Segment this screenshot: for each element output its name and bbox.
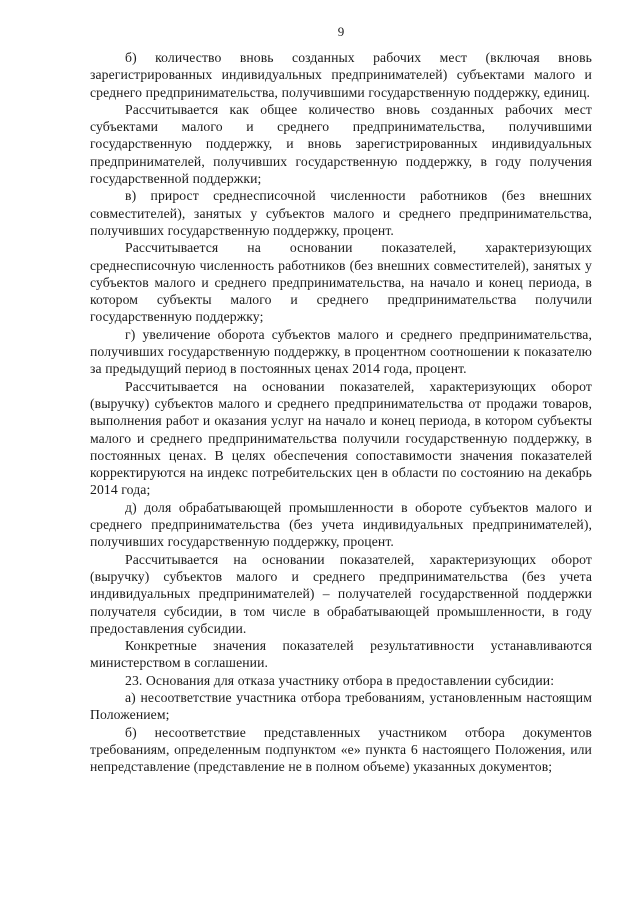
paragraph-g-turnover-increase: г) увеличение оборота субъектов малого и среднего предпринимательства, получивших государственную поддержку, в процентном соотношении к показателю за предыдущий период в постоянных ценах 2014 года, процент. <box>90 326 592 377</box>
paragraph-v-calculation: Рассчитывается на основании показателей, характеризующих среднесписочную численность работников (без внешних совместителей), занятых у субъектов малого и среднего предпринимательства, на начало и конец периода, в котором субъекты малого и среднего предпринимательства получили государственную поддержку; <box>90 240 592 325</box>
paragraph-23-b: б) несоответствие представленных участником отбора документов требованиям, определенным подпунктом «е» пункта 6 настоящего Положения, или непредставление (представление не в полном объеме) указанных документов; <box>90 724 592 775</box>
paragraph-23-a: а) несоответствие участника отбора требованиям, установленным настоящим Положением; <box>90 689 592 723</box>
paragraph-d-manufacturing-share: д) доля обрабатывающей промышленности в обороте субъектов малого и среднего предпринимательства (без учета индивидуальных предпринимателей), получивших государственную поддержку, процент. <box>90 499 592 550</box>
paragraph-d-calculation: Рассчитывается на основании показателей, характеризующих оборот (выручку) субъектов малого и среднего предпринимательства (без учета индивидуальных предпринимателей) – получателей государственной поддержки получателя субсидии, в том числе в обрабатывающей промышленности, в году предоставления субсидии. <box>90 551 592 636</box>
paragraph-b-calculation: Рассчитывается как общее количество вновь созданных рабочих мест субъектами малого и среднего предпринимательства, получившими государственную поддержку, и вновь зарегистрированных индивидуальных предпринимателей, получивших государственную поддержку, в году получения государственной поддержки; <box>90 101 592 187</box>
paragraph-g-calculation: Рассчитывается на основании показателей, характеризующих оборот (выручку) субъектов малого и среднего предпринимательства от продажи товаров, выполнения работ и оказания услуг на начало и конец периода, в котором субъекты малого и среднего предпринимательства получили государственную поддержку, в постоянных ценах. В целях обеспечения сопоставимости значения показателей корректируются на индекс потребительских цен в области по состоянию на декабрь 2014 года; <box>90 378 592 498</box>
page-number: 9 <box>337 24 345 39</box>
paragraph-specific-values: Конкретные значения показателей результативности устанавливаются министерством в соглашении. <box>90 638 592 671</box>
paragraph-23-refusal-grounds: 23. Основания для отказа участнику отбора в предоставлении субсидии: <box>125 672 555 688</box>
paragraph-b-new-jobs: б) количество вновь созданных рабочих мест (включая вновь зарегистрированных индивидуальных предпринимателей) субъектами малого и среднего предпринимательства, получившими государственную поддержку, единиц. <box>90 50 592 100</box>
paragraph-v-employee-growth: в) прирост среднесписочной численности работников (без внешних совместителей), занятых у субъектов малого и среднего предпринимательства, получивших государственную поддержку, процент. <box>90 188 592 238</box>
